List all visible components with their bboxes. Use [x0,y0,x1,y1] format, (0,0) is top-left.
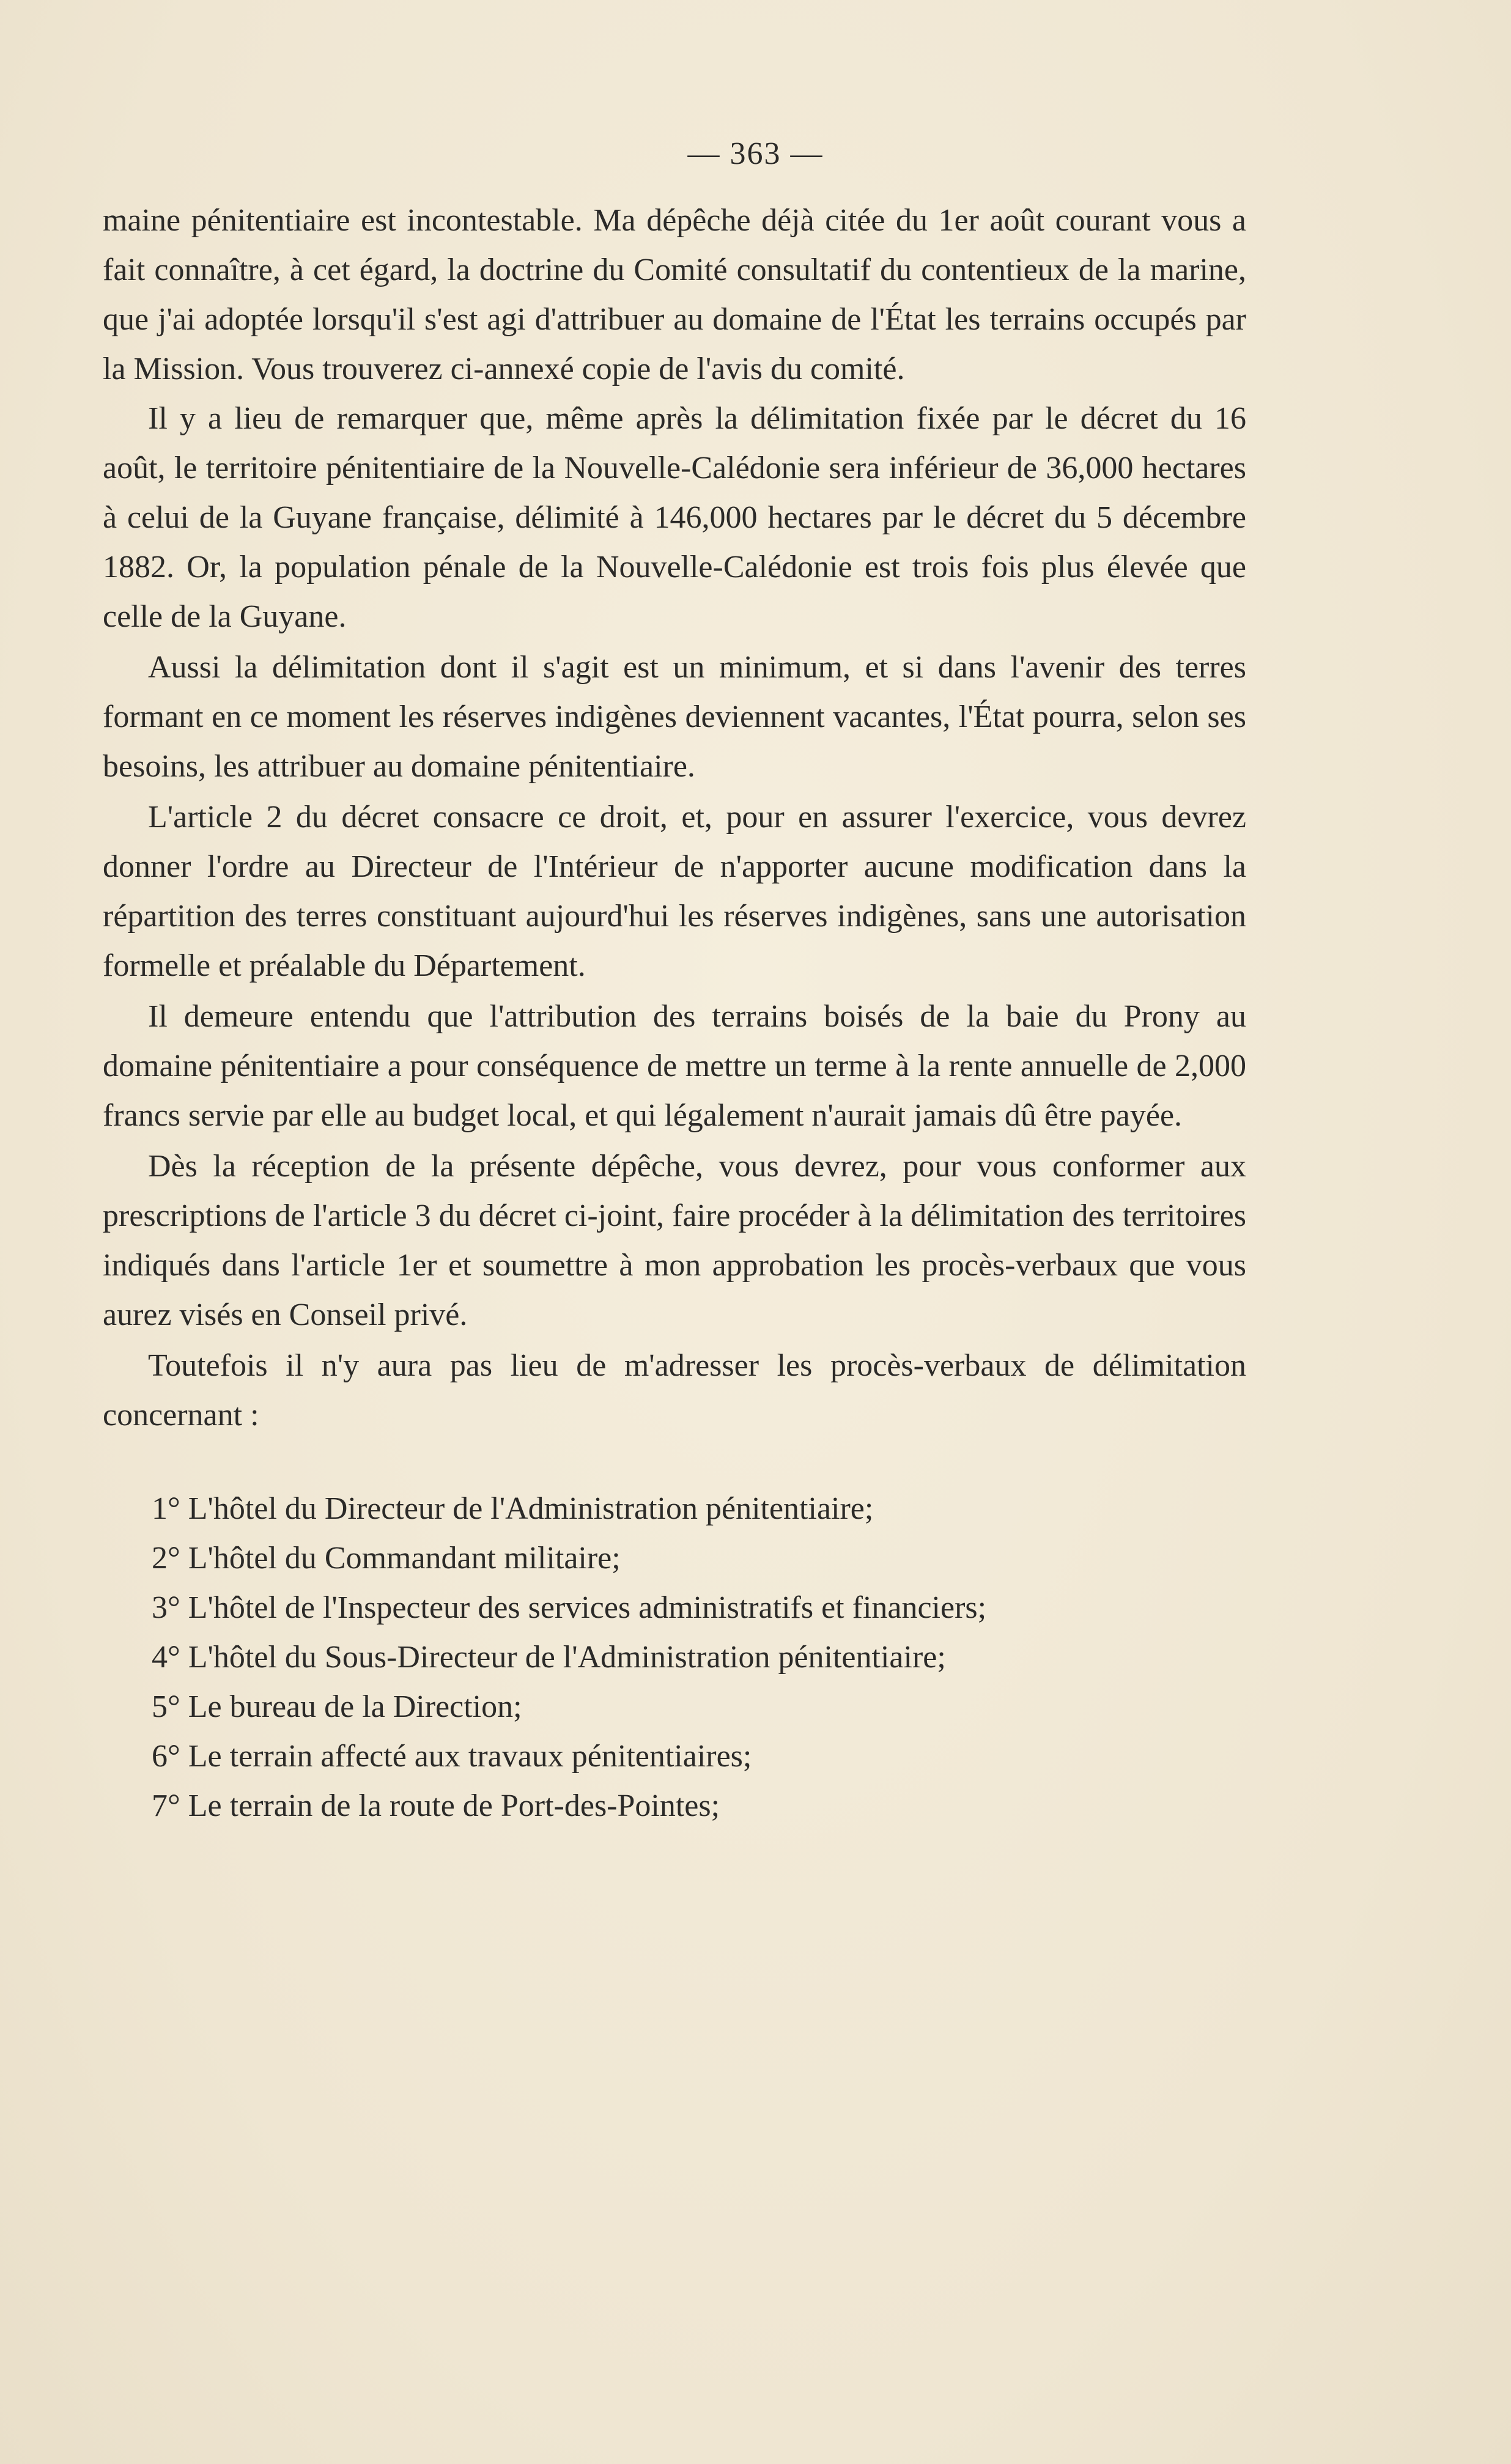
page-number: — 363 — [687,136,824,171]
list-item: 3° L'hôtel de l'Inspecteur des services administratifs et financiers; [152,1590,987,1625]
paragraph-7: Toutefois il n'y aura pas lieu de m'adresser les procès-verbaux de délimitation concernant : [103,1348,1246,1433]
paragraph-2: Il y a lieu de remarquer que, même après la délimitation fixée par le décret du 16 août, le territoire pénitentiaire de la Nouvelle-Calédonie sera inférieur de 36,000 hectares à celui de la Guyane française, délimité à 146,000 hectares par le décret du 5 décembre 1882. Or, la population pénale de la Nouvelle-Calédonie est trois fois plus élevée que celle de la Guyane. [103,401,1246,634]
paragraph-6: Dès la réception de la présente dépêche, vous devrez, pour vous conformer aux prescriptions de l'article 3 du décret ci-joint, faire procéder à la délimitation des territoires indiqués dans l'article 1er et soumettre à mon approbation les procès-verbaux que vous aurez visés en Conseil privé. [103,1149,1246,1332]
list-item: 4° L'hôtel du Sous-Directeur de l'Administration pénitentiaire; [152,1640,946,1675]
body-text [103,196,1246,1831]
list-item: 1° L'hôtel du Directeur de l'Administration pénitentiaire; [152,1491,874,1526]
paragraph-1: maine pénitentiaire est incontestable. Ma dépêche déjà citée du 1er août courant vous a fait connaître, à cet égard, la doctrine du Comité consultatif du contentieux de la marine, que j'ai adoptée lorsqu'il s'est agi d'attribuer au domaine de l'État les terrains occupés par la Mission. Vous trouverez ci-annexé copie de l'avis du comité. [103,203,1246,386]
list-item: 7° Le terrain de la route de Port-des-Pointes; [152,1788,720,1823]
list-item: 2° L'hôtel du Commandant militaire; [152,1541,621,1576]
list-item: 6° Le terrain affecté aux travaux pénitentiaires; [152,1739,752,1774]
paragraph-3: Aussi la délimitation dont il s'agit est un minimum, et si dans l'avenir des terres formant en ce moment les réserves indigènes deviennent vacantes, l'État pourra, selon ses besoins, les attribuer au domaine pénitentiaire. [103,650,1246,784]
list-item: 5° Le bureau de la Direction; [152,1689,522,1724]
paragraph-4: L'article 2 du décret consacre ce droit, et, pour en assurer l'exercice, vous devrez donner l'ordre au Directeur de l'Intérieur de n'apporter aucune modification dans la répartition des terres constituant aujourd'hui les réserves indigènes, sans une autorisation formelle et préalable du Département. [103,800,1246,983]
paragraph-5: Il demeure entendu que l'attribution des terrains boisés de la baie du Prony au domaine pénitentiaire a pour conséquence de mettre un terme à la rente annuelle de 2,000 francs servie par elle au budget local, et qui légalement n'aurait jamais dû être payée. [103,999,1246,1133]
enumerated-list [103,1484,1246,1831]
